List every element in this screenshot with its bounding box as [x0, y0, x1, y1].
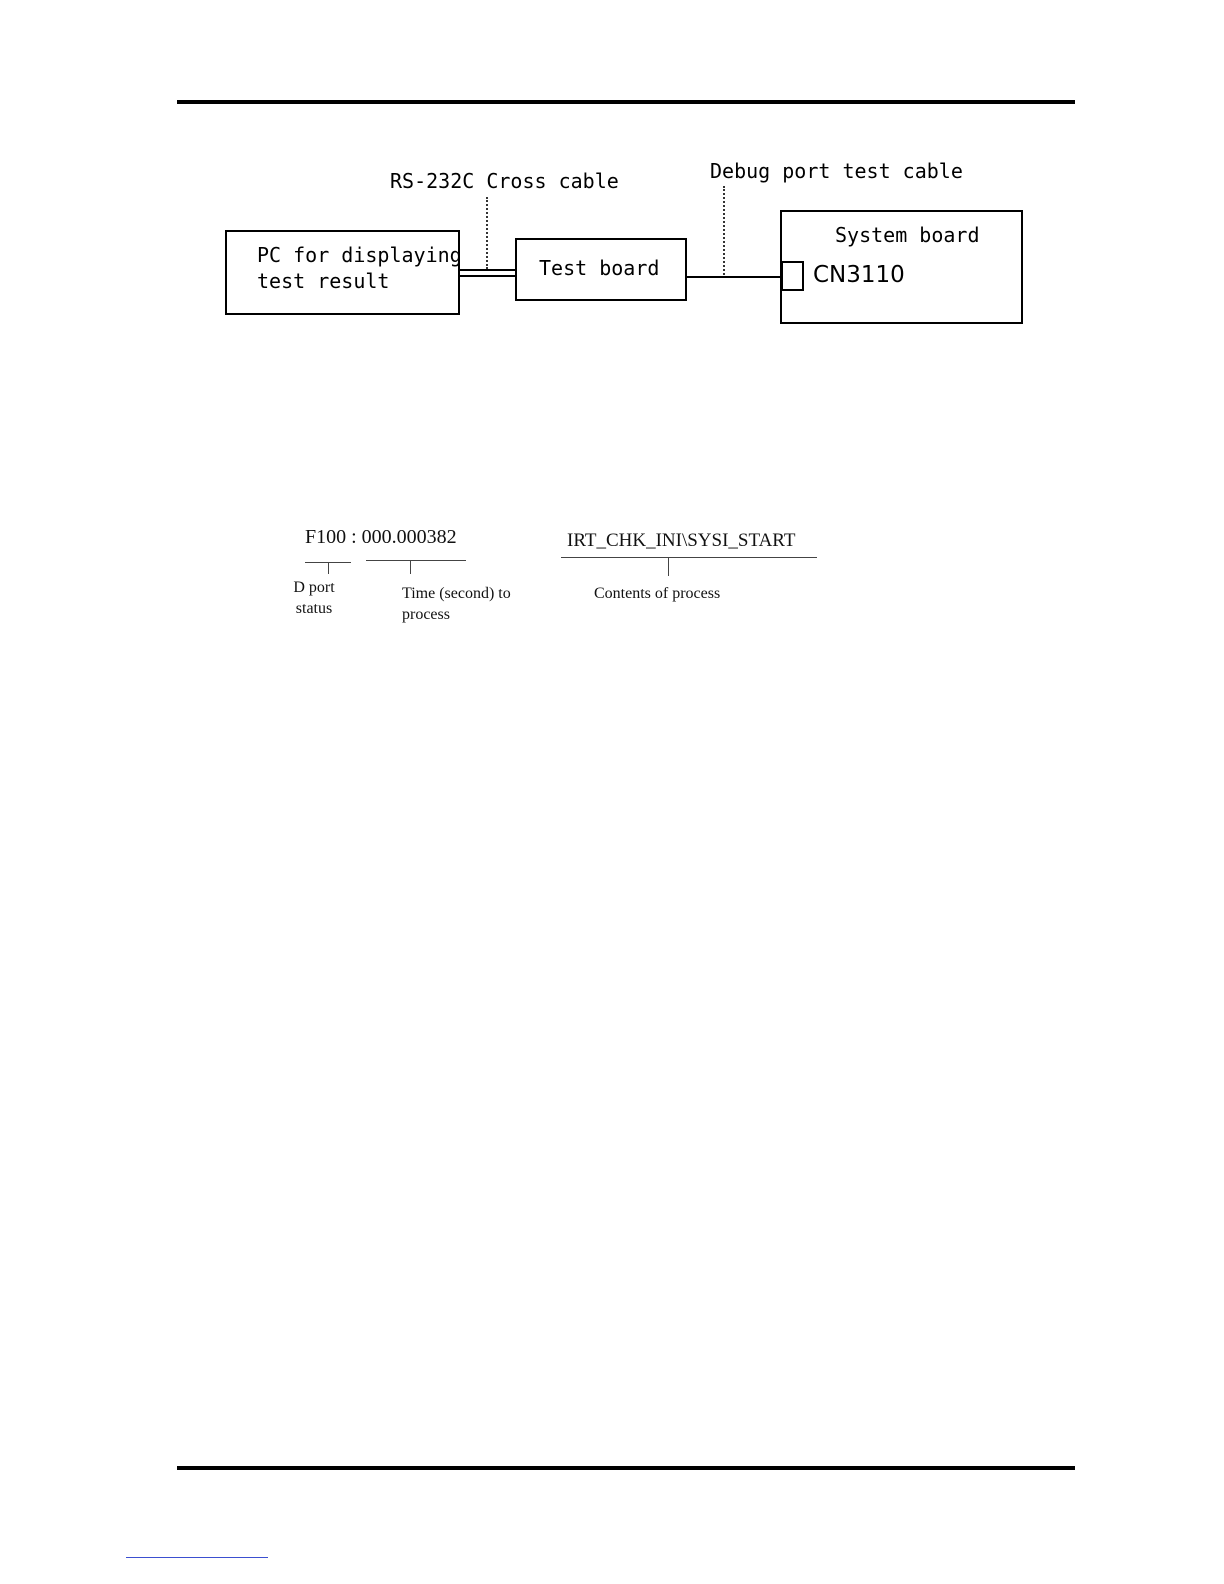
process-value: IRT_CHK_INI\SYSI_START [567, 530, 796, 551]
system-board-box [780, 210, 1023, 324]
pc-box-line-2: test result [257, 269, 390, 293]
rs232-cable-line-b [460, 275, 515, 277]
pc-box-line-1: PC for displaying [257, 243, 462, 267]
dport-label-line-2: status [295, 600, 333, 617]
rs232-cable-line-a [460, 269, 515, 271]
dport-status-label [289, 577, 339, 619]
process-bracket [561, 557, 817, 558]
time-tick [410, 560, 411, 574]
dport-tick [328, 562, 329, 574]
test-board-box [515, 238, 687, 301]
rs232-leader-line [486, 197, 488, 269]
time-bracket [366, 560, 466, 561]
header-rule [177, 100, 1075, 104]
connector-cn3110 [781, 261, 804, 291]
footer-rule [177, 1466, 1075, 1470]
pc-display-box [225, 230, 460, 315]
time-label-line-1: Time (second) to [402, 585, 511, 602]
debug-cable-line [687, 276, 781, 278]
footer-link-underline [126, 1557, 268, 1558]
process-tick [668, 557, 669, 576]
time-label-line-2: process [402, 606, 450, 623]
dport-label-line-1: D port [293, 579, 335, 596]
debug-cable-label: Debug port test cable [710, 159, 963, 183]
time-label [402, 583, 511, 625]
test-board-label: Test board [539, 256, 660, 280]
rs232-cable-label: RS-232C Cross cable [390, 169, 619, 193]
system-board-label: System board [835, 223, 980, 247]
connector-label: CN3110 [813, 262, 905, 288]
dport-time-value: F100 : 000.000382 [305, 526, 457, 548]
debug-leader-line [723, 186, 725, 278]
contents-label: Contents of process [594, 585, 721, 602]
